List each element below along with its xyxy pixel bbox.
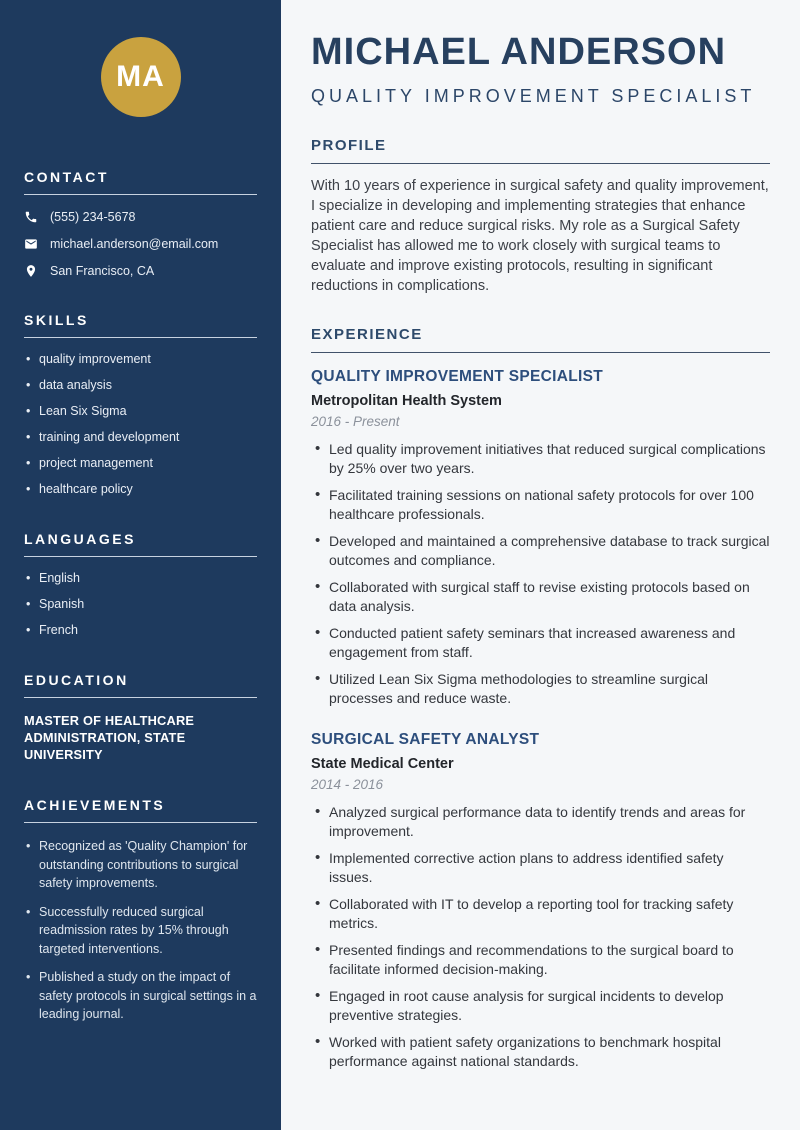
languages-section — [24, 531, 257, 638]
languages-heading: LANGUAGES — [24, 531, 257, 557]
profile-heading: PROFILE — [311, 137, 770, 164]
job-company: State Medical Center — [311, 756, 454, 772]
achievements-section — [24, 797, 257, 1024]
main-content — [281, 0, 800, 1130]
avatar — [101, 37, 181, 117]
contact-email-text: michael.anderson@email.com — [50, 237, 219, 251]
job-bullet: • Led quality improvement initiatives that reduced surgical complications by 25% over two years. — [311, 440, 770, 478]
skills-heading: SKILLS — [24, 312, 257, 338]
contact-location-text: San Francisco, CA — [50, 264, 155, 278]
job-bullet: • Collaborated with IT to develop a reporting tool for tracking safety metrics. — [311, 895, 770, 933]
contact-section — [24, 169, 257, 278]
contact-heading: CONTACT — [24, 169, 257, 195]
avatar-initials: MA — [116, 60, 165, 93]
profile-section — [311, 137, 770, 296]
contact-row-email — [24, 237, 257, 251]
person-name: MICHAEL ANDERSON — [311, 31, 727, 73]
job-bullet: • Engaged in root cause analysis for surgical incidents to develop preventive strategies. — [311, 987, 770, 1025]
job-bullet: • Conducted patient safety seminars that increased awareness and engagement from staff. — [311, 624, 770, 662]
job-bullet: • Developed and maintained a comprehensive database to track surgical outcomes and compliance. — [311, 532, 770, 570]
job-bullet: • Worked with patient safety organizations to benchmark hospital performance against national standards. — [311, 1033, 770, 1071]
language-item: • English — [24, 570, 257, 586]
job-dates: 2014 - 2016 — [311, 777, 384, 792]
language-item: • Spanish — [24, 596, 257, 612]
education-section — [24, 672, 257, 763]
achievements-list — [24, 837, 257, 1024]
job-entry — [311, 731, 770, 1071]
phone-icon — [24, 210, 38, 224]
language-item: • French — [24, 622, 257, 638]
job-bullet: • Utilized Lean Six Sigma methodologies to streamline surgical processes and reduce waste. — [311, 670, 770, 708]
skill-item: • data analysis — [24, 377, 257, 393]
skills-section — [24, 312, 257, 497]
job-bullet: • Collaborated with surgical staff to revise existing protocols based on data analysis. — [311, 578, 770, 616]
skill-item: • quality improvement — [24, 351, 257, 367]
job-title: SURGICAL SAFETY ANALYST — [311, 731, 540, 748]
job-entry — [311, 368, 770, 708]
contact-phone-text: (555) 234-5678 — [50, 210, 136, 224]
skill-item: • training and development — [24, 429, 257, 445]
achievement-item: • Successfully reduced surgical readmission rates by 15% through targeted interventions. — [24, 903, 257, 959]
job-bullet-list — [311, 440, 770, 708]
person-title: QUALITY IMPROVEMENT SPECIALIST — [311, 86, 756, 106]
skill-item: • project management — [24, 455, 257, 471]
education-degree: MASTER OF HEALTHCARE ADMINISTRATION, STATE UNIVERSITY — [24, 713, 195, 762]
achievement-item: • Published a study on the impact of safety protocols in surgical settings in a leading journal. — [24, 968, 257, 1024]
job-bullet-list — [311, 803, 770, 1071]
job-bullet: • Analyzed surgical performance data to identify trends and areas for improvement. — [311, 803, 770, 841]
job-company: Metropolitan Health System — [311, 393, 502, 409]
skill-item: • healthcare policy — [24, 481, 257, 497]
sidebar — [0, 0, 281, 1130]
contact-row-location — [24, 264, 257, 278]
contact-list — [24, 210, 257, 278]
contact-row-phone — [24, 210, 257, 224]
experience-heading: EXPERIENCE — [311, 326, 770, 353]
skills-list — [24, 351, 257, 497]
experience-section — [311, 326, 770, 1071]
email-icon — [24, 237, 38, 251]
skill-item: • Lean Six Sigma — [24, 403, 257, 419]
achievement-item: • Recognized as 'Quality Champion' for outstanding contributions to surgical safety improvements. — [24, 837, 257, 893]
education-heading: EDUCATION — [24, 672, 257, 698]
job-title: QUALITY IMPROVEMENT SPECIALIST — [311, 368, 604, 385]
job-bullet: • Presented findings and recommendations to the surgical board to facilitate informed decision-making. — [311, 941, 770, 979]
location-icon — [24, 264, 38, 278]
job-dates: 2016 - Present — [311, 414, 400, 429]
achievements-heading: ACHIEVEMENTS — [24, 797, 257, 823]
languages-list — [24, 570, 257, 638]
profile-text: With 10 years of experience in surgical safety and quality improvement, I specialize in developing and implementing strategies that enhance patient care and reduce surgical risks. My role as a Surgical Safety Specialist has allowed me to work closely with surgical teams to evaluate and improve existing protocols, resulting in significant reductions in complications. — [311, 178, 769, 294]
job-bullet: • Implemented corrective action plans to address identified safety issues. — [311, 849, 770, 887]
job-bullet: • Facilitated training sessions on national safety protocols for over 100 healthcare professionals. — [311, 486, 770, 524]
